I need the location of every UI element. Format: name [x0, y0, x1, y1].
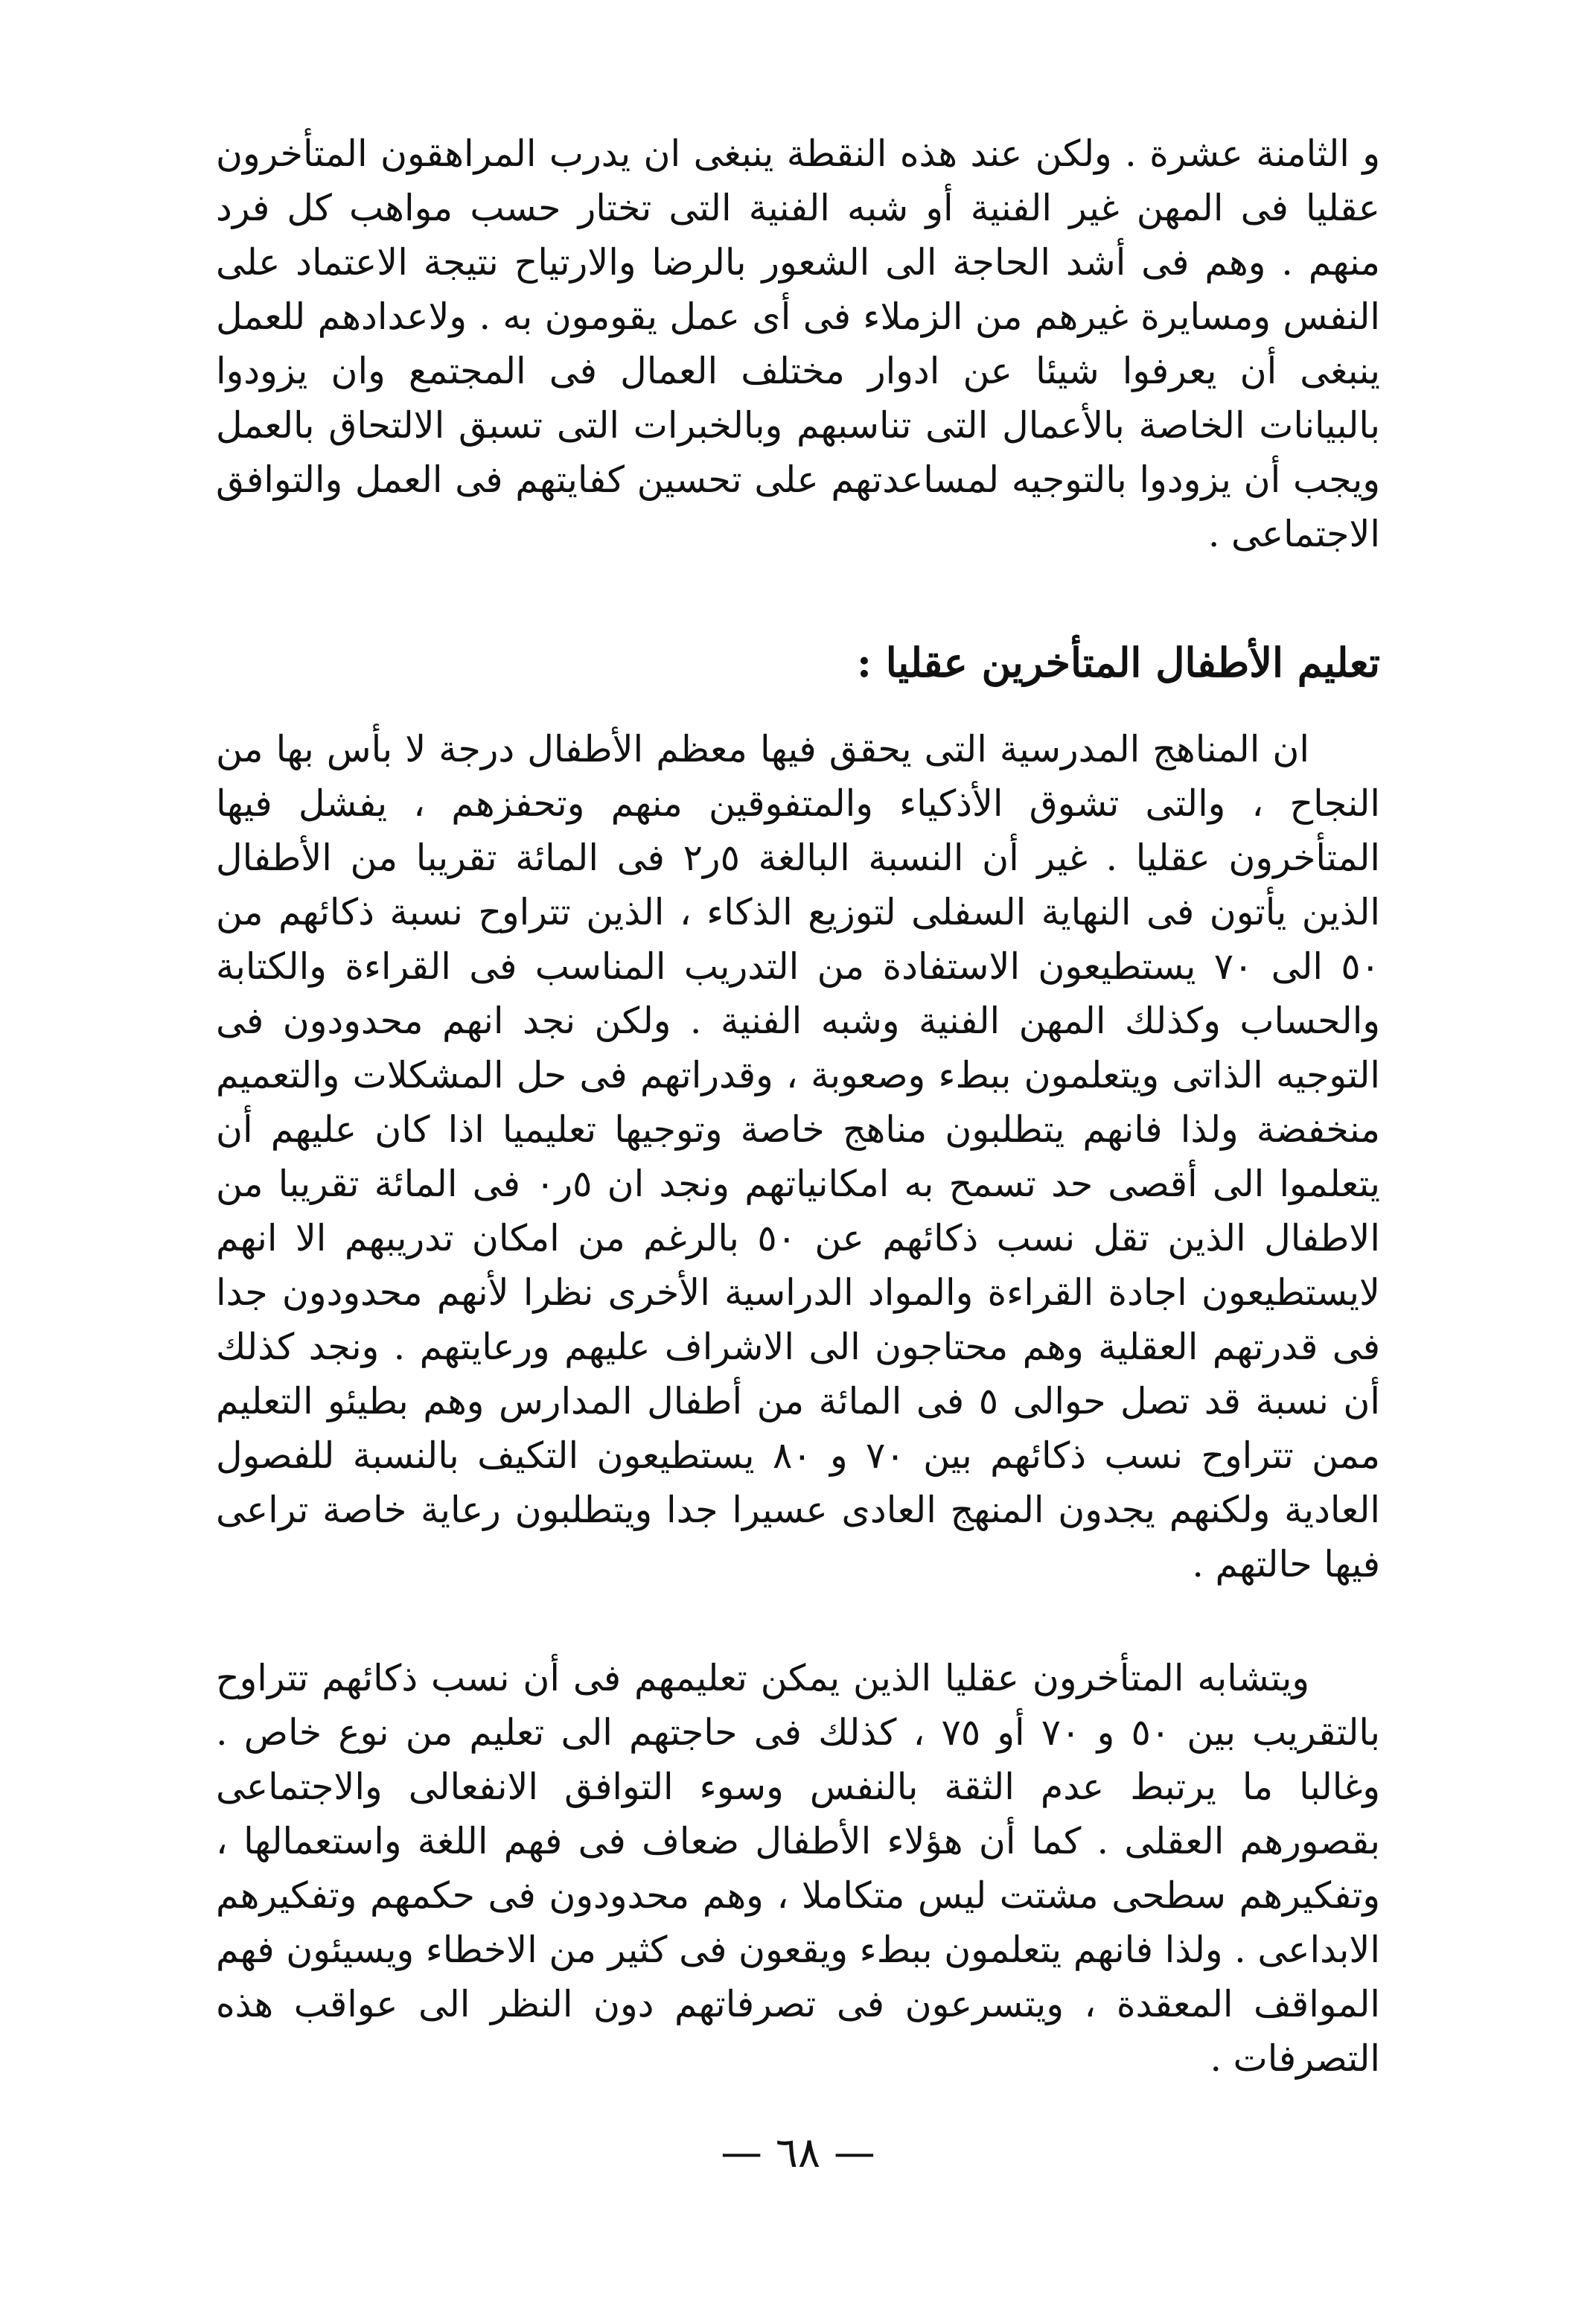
page-number: — ٦٨ —: [721, 2129, 875, 2177]
intro-paragraph: و الثامنة عشرة . ولكن عند هذه النقطة ينبغى ان يدرب المراهقون المتأخرون عقليا فى المهن غير الفنية أو شبه الفنية التى تختار حسب مواهب كل فرد منهم . وهم فى أشد الحاجة الى الشعور بالرضا والارتياح نتيجة الاعتماد على النفس ومسايرة غيرهم من الزملاء فى أى عمل يقومون به . ولاعدادهم للعمل ينبغى أن يعرفوا شيئا عن ادوار مختلف العمال فى المجتمع وان يزودوا بالبيانات الخاصة بالأعمال التى تناسبهم وبالخبرات التى تسبق الالتحاق بالعمل ويجب أن يزودوا بالتوجيه لمساعدتهم على تحسين كفايتهم فى العمل والتوافق الاجتماعى .: [216, 132, 1380, 555]
page-body: [216, 127, 1380, 2086]
section-heading: تعليم الأطفال المتأخرين عقليا :: [856, 639, 1380, 686]
closing-paragraph: ويتشابه المتأخرون عقليا الذين يمكن تعليمهم فى أن نسب ذكائهم تتراوح بالتقريب بين ٥٠ و ٧٠ أو ٧٥ ، كذلك فى حاجتهم الى تعليم من نوع خاص . وغالبا ما يرتبط عدم الثقة بالنفس وسوء التوافق الانفعالى والاجتماعى بقصورهم العقلى . كما أن هؤلاء الأطفال ضعاف فى فهم اللغة واستعمالها ، وتفكيرهم سطحى مشتت ليس متكاملا ، وهم محدودون فى حكمهم وتفكيرهم الابداعى . ولذا فانهم يتعلمون ببطء ويقعون فى كثير من الاخطاء ويسيئون فهم المواقف المعقدة ، ويتسرعون فى تصرفاتهم دون النظر الى عواقب هذه التصرفات .: [216, 1657, 1380, 2080]
main-paragraph: ان المناهج المدرسية التى يحقق فيها معظم الأطفال درجة لا بأس بها من النجاح ، والتى تشوق الأذكياء والمتفوقين منهم وتحفزهم ، يفشل فيها المتأخرون عقليا . غير أن النسبة البالغة ٥ر٢ فى المائة تقريبا من الأطفال الذين يأتون فى النهاية السفلى لتوزيع الذكاء ، الذين تتراوح نسبة ذكائهم من ٥٠ الى ٧٠ يستطيعون الاستفادة من التدريب المناسب فى القراءة والكتابة والحساب وكذلك المهن الفنية وشبه الفنية . ولكن نجد انهم محدودون فى التوجيه الذاتى ويتعلمون ببطء وصعوبة ، وقدراتهم فى حل المشكلات والتعميم منخفضة ولذا فانهم يتطلبون مناهج خاصة وتوجيها تعليميا اذا كان عليهم أن يتعلموا الى أقصى حد تسمح به امكانياتهم ونجد ان ٥ر٠ فى المائة تقريبا من الاطفال الذين تقل نسب ذكائهم عن ٥٠ بالرغم من امكان تدريبهم الا انهم لايستطيعون اجادة القراءة والمواد الدراسية الأخرى نظرا لأنهم محدودون جدا فى قدرتهم العقلية وهم محتاجون الى الاشراف عليهم ورعايتهم . ونجد كذلك أن نسبة قد تصل حوالى ٥ فى المائة من أطفال المدارس وهم بطيئو التعليم ممن تتراوح نسب ذكائهم بين ٧٠ و ٨٠ يستطيعون التكيف بالنسبة للفصول العادية ولكنهم يجدون المنهج العادى عسيرا جدا ويتطلبون رعاية خاصة تراعى فيها حالتهم .: [216, 728, 1380, 1585]
